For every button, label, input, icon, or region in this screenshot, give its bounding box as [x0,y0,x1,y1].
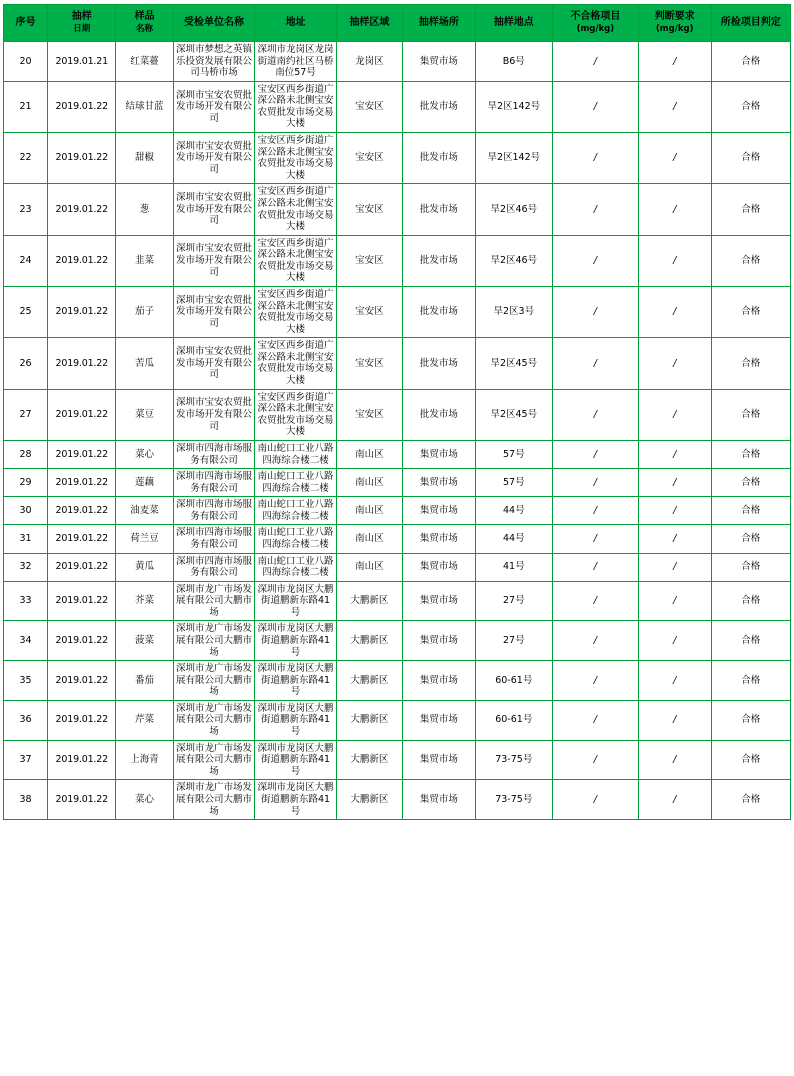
cell-failed-item: / [552,184,638,235]
cell-requirement: / [638,525,711,553]
cell-venue: 集贸市场 [402,661,475,701]
column-header-failed-item [552,5,638,42]
cell-requirement: / [638,338,711,389]
cell-sample-name: 苦瓜 [116,338,173,389]
cell-requirement: / [638,621,711,661]
cell-unit-name: 深圳市宝安农贸批发市场开发有限公司 [173,133,255,184]
cell-index: 36 [4,700,48,740]
cell-unit-name: 深圳市龙广市场发展有限公司大鹏市场 [173,780,255,820]
cell-failed-item: / [552,469,638,497]
cell-failed-item: / [552,286,638,337]
cell-requirement: / [638,389,711,440]
table-row [4,700,791,740]
cell-verdict: 合格 [711,133,790,184]
cell-failed-item: / [552,661,638,701]
cell-venue: 集贸市场 [402,497,475,525]
cell-venue: 集贸市场 [402,525,475,553]
cell-sample-name: 莲藕 [116,469,173,497]
table-row [4,661,791,701]
cell-sampling-date: 2019.01.22 [48,81,116,132]
cell-sampling-date: 2019.01.21 [48,42,116,82]
column-header-venue [402,5,475,42]
cell-location: 57号 [475,440,552,468]
cell-failed-item: / [552,133,638,184]
cell-sampling-date: 2019.01.22 [48,286,116,337]
cell-venue: 集贸市场 [402,553,475,581]
cell-verdict: 合格 [711,440,790,468]
cell-verdict: 合格 [711,581,790,621]
table-body [4,42,791,820]
cell-location: 60-61号 [475,661,552,701]
cell-sampling-date: 2019.01.22 [48,497,116,525]
table-row [4,581,791,621]
column-header-sample-name [116,5,173,42]
cell-index: 22 [4,133,48,184]
inspection-results-table [3,4,791,820]
cell-requirement: / [638,661,711,701]
table-row [4,81,791,132]
cell-address: 深圳市龙岗区大鹏街道鹏新东路41号 [255,621,337,661]
cell-sample-name: 结球甘蓝 [116,81,173,132]
cell-requirement: / [638,700,711,740]
cell-failed-item: / [552,81,638,132]
cell-verdict: 合格 [711,338,790,389]
table-row [4,133,791,184]
cell-verdict: 合格 [711,621,790,661]
cell-location: 73-75号 [475,780,552,820]
cell-verdict: 合格 [711,184,790,235]
cell-region: 宝安区 [336,81,402,132]
table-row [4,740,791,780]
cell-failed-item: / [552,621,638,661]
cell-failed-item: / [552,525,638,553]
cell-unit-name: 深圳市龙广市场发展有限公司大鹏市场 [173,661,255,701]
cell-requirement: / [638,42,711,82]
cell-index: 20 [4,42,48,82]
cell-venue: 集贸市场 [402,440,475,468]
cell-index: 24 [4,235,48,286]
cell-index: 31 [4,525,48,553]
cell-unit-name: 深圳市宝安农贸批发市场开发有限公司 [173,81,255,132]
cell-failed-item: / [552,740,638,780]
cell-index: 38 [4,780,48,820]
table-row [4,184,791,235]
cell-location: 57号 [475,469,552,497]
cell-sample-name: 上海青 [116,740,173,780]
cell-address: 深圳市龙岗区大鹏街道鹏新东路41号 [255,700,337,740]
cell-unit-name: 深圳市四海市场服务有限公司 [173,497,255,525]
cell-address: 宝安区西乡街道广深公路未北侧宝安农贸批发市场交易大楼 [255,389,337,440]
cell-region: 南山区 [336,469,402,497]
cell-verdict: 合格 [711,525,790,553]
cell-address: 宝安区西乡街道广深公路未北侧宝安农贸批发市场交易大楼 [255,133,337,184]
cell-verdict: 合格 [711,661,790,701]
cell-unit-name: 深圳市四海市场服务有限公司 [173,469,255,497]
table-row [4,235,791,286]
cell-index: 27 [4,389,48,440]
cell-sample-name: 油麦菜 [116,497,173,525]
cell-unit-name: 深圳市龙广市场发展有限公司大鹏市场 [173,700,255,740]
cell-region: 宝安区 [336,133,402,184]
cell-unit-name: 深圳市龙广市场发展有限公司大鹏市场 [173,740,255,780]
cell-address: 宝安区西乡街道广深公路未北侧宝安农贸批发市场交易大楼 [255,286,337,337]
cell-requirement: / [638,440,711,468]
cell-verdict: 合格 [711,497,790,525]
cell-verdict: 合格 [711,553,790,581]
cell-unit-name: 深圳市四海市场服务有限公司 [173,440,255,468]
cell-failed-item: / [552,42,638,82]
cell-sampling-date: 2019.01.22 [48,469,116,497]
cell-index: 28 [4,440,48,468]
cell-region: 南山区 [336,553,402,581]
column-header-index-main: 序号 [15,16,36,28]
cell-requirement: / [638,235,711,286]
column-header-region-main: 抽样区域 [349,16,390,28]
cell-region: 南山区 [336,525,402,553]
cell-requirement: / [638,553,711,581]
cell-verdict: 合格 [711,286,790,337]
cell-location: 旱2区142号 [475,81,552,132]
column-header-sampling-date [48,5,116,42]
cell-requirement: / [638,469,711,497]
cell-failed-item: / [552,553,638,581]
cell-address: 南山蛇口工业八路四海综合楼二楼 [255,497,337,525]
cell-sample-name: 黄瓜 [116,553,173,581]
column-header-sample-name-main: 样品 [134,11,155,23]
cell-unit-name: 深圳市梦想之英镇乐投资发展有限公司马桥市场 [173,42,255,82]
cell-sample-name: 芥菜 [116,581,173,621]
cell-failed-item: / [552,497,638,525]
cell-region: 大鹏新区 [336,740,402,780]
cell-venue: 批发市场 [402,235,475,286]
cell-region: 大鹏新区 [336,780,402,820]
cell-sample-name: 荷兰豆 [116,525,173,553]
cell-verdict: 合格 [711,780,790,820]
cell-failed-item: / [552,440,638,468]
cell-sample-name: 甜椒 [116,133,173,184]
cell-requirement: / [638,780,711,820]
cell-verdict: 合格 [711,81,790,132]
cell-unit-name: 深圳市宝安农贸批发市场开发有限公司 [173,235,255,286]
cell-location: 旱2区45号 [475,338,552,389]
cell-unit-name: 深圳市四海市场服务有限公司 [173,553,255,581]
table-row [4,621,791,661]
column-header-requirement [638,5,711,42]
cell-location: 41号 [475,553,552,581]
cell-region: 龙岗区 [336,42,402,82]
cell-failed-item: / [552,389,638,440]
cell-sampling-date: 2019.01.22 [48,235,116,286]
cell-venue: 批发市场 [402,338,475,389]
cell-location: 27号 [475,621,552,661]
cell-sampling-date: 2019.01.22 [48,525,116,553]
cell-venue: 集贸市场 [402,621,475,661]
cell-sampling-date: 2019.01.22 [48,780,116,820]
cell-unit-name: 深圳市宝安农贸批发市场开发有限公司 [173,286,255,337]
cell-region: 宝安区 [336,184,402,235]
cell-venue: 集贸市场 [402,469,475,497]
cell-venue: 集贸市场 [402,740,475,780]
cell-sampling-date: 2019.01.22 [48,700,116,740]
cell-unit-name: 深圳市宝安农贸批发市场开发有限公司 [173,389,255,440]
cell-requirement: / [638,133,711,184]
cell-sampling-date: 2019.01.22 [48,740,116,780]
cell-region: 大鹏新区 [336,621,402,661]
cell-region: 南山区 [336,440,402,468]
cell-sample-name: 红菜薹 [116,42,173,82]
table-row [4,469,791,497]
cell-sampling-date: 2019.01.22 [48,581,116,621]
cell-venue: 批发市场 [402,133,475,184]
cell-address: 宝安区西乡街道广深公路未北侧宝安农贸批发市场交易大楼 [255,235,337,286]
cell-location: 旱2区46号 [475,184,552,235]
cell-sampling-date: 2019.01.22 [48,553,116,581]
cell-venue: 集贸市场 [402,581,475,621]
cell-sample-name: 菜心 [116,440,173,468]
cell-unit-name: 深圳市龙广市场发展有限公司大鹏市场 [173,621,255,661]
cell-region: 宝安区 [336,235,402,286]
cell-sampling-date: 2019.01.22 [48,184,116,235]
cell-address: 南山蛇口工业八路四海综合楼二楼 [255,525,337,553]
cell-venue: 集贸市场 [402,42,475,82]
table-row [4,389,791,440]
column-header-verdict [711,5,790,42]
cell-address: 南山蛇口工业八路四海综合楼二楼 [255,553,337,581]
cell-failed-item: / [552,338,638,389]
column-header-venue-main: 抽样场所 [418,16,459,28]
cell-region: 大鹏新区 [336,581,402,621]
cell-verdict: 合格 [711,235,790,286]
cell-index: 30 [4,497,48,525]
cell-location: 73-75号 [475,740,552,780]
cell-sample-name: 韭菜 [116,235,173,286]
cell-address: 深圳市龙岗区大鹏街道鹏新东路41号 [255,661,337,701]
cell-sample-name: 菠菜 [116,621,173,661]
cell-failed-item: / [552,235,638,286]
cell-venue: 集贸市场 [402,780,475,820]
cell-verdict: 合格 [711,389,790,440]
cell-unit-name: 深圳市宝安农贸批发市场开发有限公司 [173,338,255,389]
cell-address: 深圳市龙岗区大鹏街道鹏新东路41号 [255,780,337,820]
cell-venue: 批发市场 [402,81,475,132]
cell-address: 深圳市龙岗区龙岗街道南约社区马桥南位57号 [255,42,337,82]
cell-verdict: 合格 [711,469,790,497]
cell-requirement: / [638,497,711,525]
cell-region: 宝安区 [336,389,402,440]
cell-address: 深圳市龙岗区大鹏街道鹏新东路41号 [255,740,337,780]
cell-location: 旱2区142号 [475,133,552,184]
cell-venue: 批发市场 [402,184,475,235]
cell-unit-name: 深圳市龙广市场发展有限公司大鹏市场 [173,581,255,621]
cell-unit-name: 深圳市宝安农贸批发市场开发有限公司 [173,184,255,235]
column-header-unit-name-main: 受检单位名称 [184,16,244,28]
cell-requirement: / [638,81,711,132]
cell-sampling-date: 2019.01.22 [48,621,116,661]
column-header-index [4,5,48,42]
cell-index: 25 [4,286,48,337]
cell-index: 26 [4,338,48,389]
cell-index: 21 [4,81,48,132]
cell-sample-name: 番茄 [116,661,173,701]
cell-index: 32 [4,553,48,581]
table-row [4,338,791,389]
table-row [4,440,791,468]
column-header-unit-name [173,5,255,42]
cell-sampling-date: 2019.01.22 [48,389,116,440]
cell-location: 旱2区45号 [475,389,552,440]
cell-sample-name: 菜心 [116,780,173,820]
table-row [4,525,791,553]
table-row [4,553,791,581]
cell-requirement: / [638,184,711,235]
column-header-address [255,5,337,42]
cell-sample-name: 芹菜 [116,700,173,740]
cell-address: 南山蛇口工业八路四海综合楼二楼 [255,469,337,497]
cell-address: 深圳市龙岗区大鹏街道鹏新东路41号 [255,581,337,621]
cell-address: 宝安区西乡街道广深公路未北侧宝安农贸批发市场交易大楼 [255,81,337,132]
cell-index: 37 [4,740,48,780]
cell-verdict: 合格 [711,700,790,740]
column-header-sample-name-sub: 名称 [136,23,154,34]
table-header [4,5,791,42]
table-header-row [4,5,791,42]
cell-location: B6号 [475,42,552,82]
cell-location: 旱2区46号 [475,235,552,286]
cell-address: 宝安区西乡街道广深公路未北侧宝安农贸批发市场交易大楼 [255,184,337,235]
cell-index: 35 [4,661,48,701]
column-header-failed-item-main: 不合格项目 [570,11,621,23]
cell-region: 宝安区 [336,286,402,337]
cell-location: 27号 [475,581,552,621]
table-row [4,497,791,525]
cell-failed-item: / [552,581,638,621]
cell-failed-item: / [552,700,638,740]
cell-failed-item: / [552,780,638,820]
column-header-region [336,5,402,42]
cell-verdict: 合格 [711,740,790,780]
column-header-requirement-sub: (mg/kg) [655,23,694,34]
cell-location: 44号 [475,497,552,525]
cell-region: 大鹏新区 [336,661,402,701]
column-header-sampling-date-sub: 日期 [73,23,91,34]
cell-location: 旱2区3号 [475,286,552,337]
cell-sampling-date: 2019.01.22 [48,661,116,701]
cell-index: 34 [4,621,48,661]
cell-requirement: / [638,581,711,621]
column-header-address-main: 地址 [285,16,306,28]
cell-address: 宝安区西乡街道广深公路未北侧宝安农贸批发市场交易大楼 [255,338,337,389]
cell-venue: 集贸市场 [402,700,475,740]
cell-index: 33 [4,581,48,621]
cell-sampling-date: 2019.01.22 [48,338,116,389]
column-header-location [475,5,552,42]
cell-sample-name: 菜豆 [116,389,173,440]
cell-requirement: / [638,740,711,780]
table-row [4,42,791,82]
table-row [4,780,791,820]
cell-venue: 批发市场 [402,389,475,440]
cell-region: 南山区 [336,497,402,525]
cell-location: 60-61号 [475,700,552,740]
cell-index: 23 [4,184,48,235]
column-header-sampling-date-main: 抽样 [71,11,92,23]
cell-index: 29 [4,469,48,497]
cell-sample-name: 葱 [116,184,173,235]
cell-requirement: / [638,286,711,337]
column-header-failed-item-sub: (mg/kg) [576,23,615,34]
cell-sampling-date: 2019.01.22 [48,440,116,468]
cell-sample-name: 茄子 [116,286,173,337]
cell-location: 44号 [475,525,552,553]
cell-region: 宝安区 [336,338,402,389]
cell-sampling-date: 2019.01.22 [48,133,116,184]
column-header-verdict-main: 所检项目判定 [720,16,781,28]
cell-address: 南山蛇口工业八路四海综合楼二楼 [255,440,337,468]
column-header-requirement-main: 判断要求 [654,11,695,23]
column-header-location-main: 抽样地点 [493,16,534,28]
table-row [4,286,791,337]
cell-venue: 批发市场 [402,286,475,337]
cell-unit-name: 深圳市四海市场服务有限公司 [173,525,255,553]
cell-verdict: 合格 [711,42,790,82]
cell-region: 大鹏新区 [336,700,402,740]
